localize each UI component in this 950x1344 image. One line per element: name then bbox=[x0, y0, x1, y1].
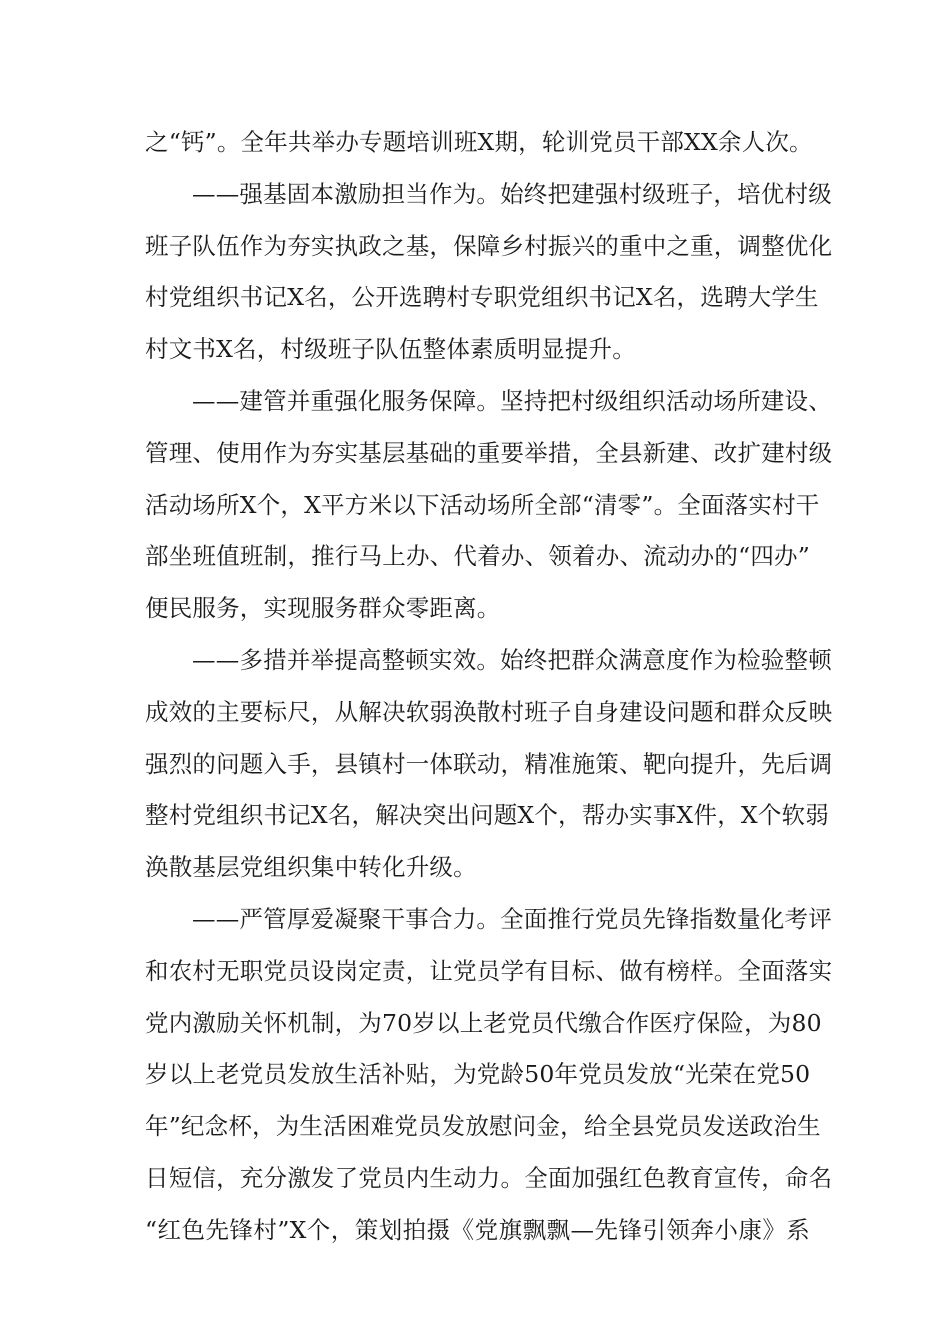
paragraph-line: 岁以上老党员发放生活补贴，为党龄50年党员发放“光荣在党50 bbox=[145, 1060, 811, 1089]
paragraph-line: “红色先锋村”X个，策划拍摄《党旗飘飘—先锋引领奔小康》系 bbox=[145, 1215, 810, 1244]
paragraph-line: 和农村无职党员设岗定责，让党员学有目标、做有榜样。全面落实 bbox=[145, 956, 833, 985]
paragraph-line: ——多措并举提高整顿实效。始终把群众满意度作为检验整顿 bbox=[192, 645, 832, 674]
paragraph-3 bbox=[145, 376, 833, 635]
paragraph-line: ——强基固本激励担当作为。始终把建强村级班子，培优村级 bbox=[192, 179, 832, 208]
paragraph-5 bbox=[145, 894, 833, 1257]
paragraph-line: 管理、使用作为夯实基层基础的重要举措，全县新建、改扩建村级 bbox=[145, 438, 833, 467]
paragraph-line: 年”纪念杯，为生活困难党员发放慰问金，给全县党员发送政治生 bbox=[145, 1112, 821, 1141]
paragraph-line: 涣散基层党组织集中转化升级。 bbox=[145, 853, 477, 882]
paragraph-line: ——建管并重强化服务保障。坚持把村级组织活动场所建设、 bbox=[192, 386, 832, 415]
paragraph-line: 村文书X名，村级班子队伍整体素质明显提升。 bbox=[145, 335, 636, 364]
paragraph-line: 成效的主要标尺，从解决软弱涣散村班子自身建设问题和群众反映 bbox=[145, 697, 833, 726]
paragraph-2 bbox=[145, 169, 833, 376]
paragraph-line: 活动场所X个，X平方米以下活动场所全部“清零”。全面落实村干 bbox=[145, 490, 820, 519]
paragraph-1 bbox=[145, 117, 813, 169]
paragraph-line: 党内激励关怀机制，为70岁以上老党员代缴合作医疗保险，为80 bbox=[145, 1008, 822, 1037]
paragraph-line: 班子队伍作为夯实执政之基，保障乡村振兴的重中之重，调整优化 bbox=[145, 231, 833, 260]
paragraph-line: 之“钙”。全年共举办专题培训班X期，轮训党员干部XX余人次。 bbox=[145, 128, 813, 156]
paragraph-line: 整村党组织书记X名，解决突出问题X个，帮办实事X件，X个软弱 bbox=[145, 801, 829, 830]
paragraph-line: 强烈的问题入手，县镇村一体联动，精准施策、靶向提升，先后调 bbox=[145, 749, 833, 778]
document-body bbox=[145, 117, 833, 1257]
paragraph-line: 部坐班值班制，推行马上办、代着办、领着办、流动办的“四办” bbox=[145, 542, 810, 571]
paragraph-4 bbox=[145, 635, 833, 894]
paragraph-line: 日短信，充分激发了党员内生动力。全面加强红色教育宣传，命名 bbox=[145, 1163, 833, 1192]
paragraph-line: 便民服务，实现服务群众零距离。 bbox=[145, 594, 501, 623]
paragraph-line: 村党组织书记X名，公开选聘村专职党组织书记X名，选聘大学生 bbox=[145, 283, 819, 312]
paragraph-line: ——严管厚爱凝聚干事合力。全面推行党员先锋指数量化考评 bbox=[192, 904, 832, 933]
